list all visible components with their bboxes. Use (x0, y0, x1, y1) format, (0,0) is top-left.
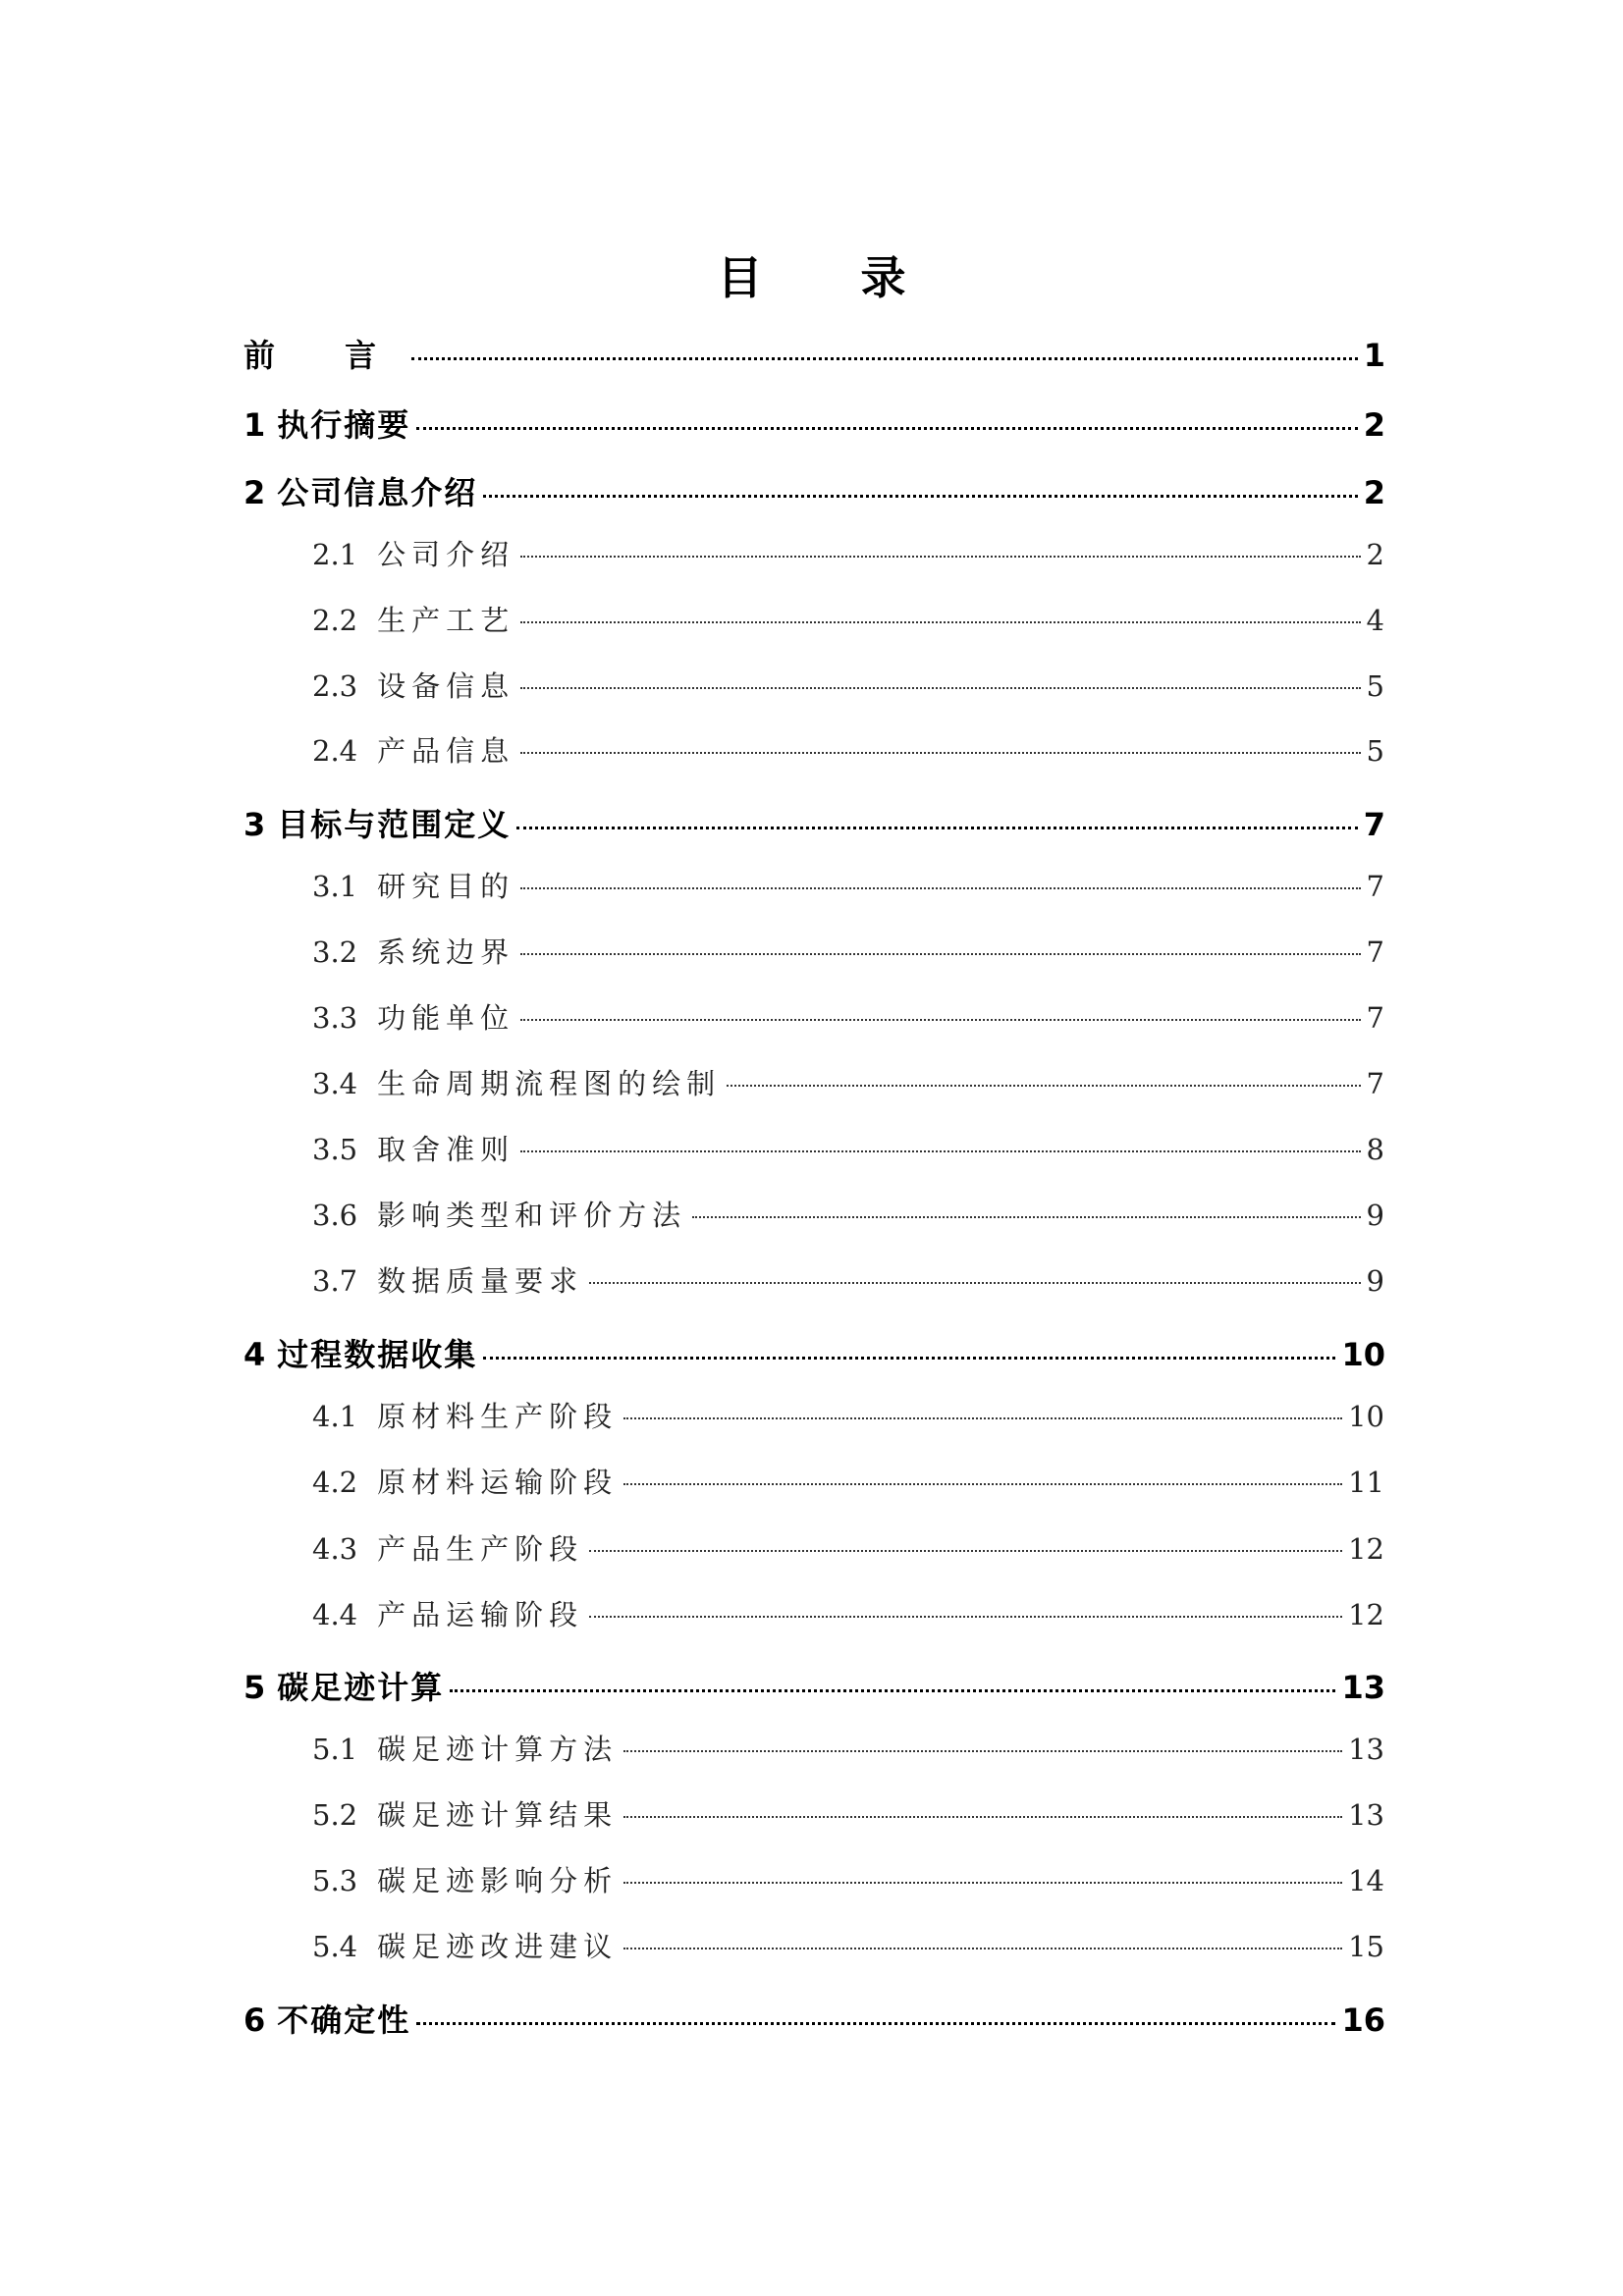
dot-leader (520, 1150, 1360, 1152)
dot-leader (520, 953, 1360, 955)
toc-entry-page: 10 (1348, 1400, 1384, 1433)
toc-entry-label: 执行摘要 (277, 406, 411, 444)
toc-entry-number: 3.1 (312, 870, 358, 903)
dot-leader (623, 1483, 1342, 1485)
dot-leader (623, 1816, 1342, 1818)
toc-entry-page: 2 (1363, 406, 1385, 444)
toc-entry-label: 碳足迹计算结果 (377, 1798, 619, 1832)
toc-entry-6[interactable] (243, 1999, 1385, 2042)
toc-entry-number: 2 (243, 474, 266, 511)
toc-entry-label: 目标与范围定义 (277, 806, 512, 843)
toc-entry-number: 1 (243, 406, 266, 444)
toc-entry-page: 12 (1348, 1532, 1384, 1566)
toc-entry-number: 2.3 (312, 669, 358, 703)
toc-entry-number: 2.2 (312, 604, 358, 637)
toc-entry-page: 7 (1366, 870, 1384, 903)
toc-entry-label: 影响类型和评价方法 (377, 1199, 687, 1232)
toc-entry-page: 1 (1363, 337, 1385, 374)
toc-entry-3-5[interactable] (312, 1128, 1384, 1171)
toc-entry-number: 4 (243, 1336, 266, 1373)
toc-entry-label: 生产工艺 (377, 604, 515, 637)
dot-leader (450, 1689, 1335, 1692)
toc-entry-page: 5 (1366, 734, 1384, 768)
dot-leader (692, 1216, 1360, 1218)
toc-entry-5-2[interactable] (312, 1793, 1384, 1837)
dot-leader (520, 752, 1360, 754)
toc-entry-page: 2 (1366, 538, 1384, 571)
toc-entry-number: 3.4 (312, 1067, 358, 1100)
toc-entry-number: 3.2 (312, 935, 358, 969)
toc-entry-label: 产品运输阶段 (377, 1598, 584, 1631)
dot-leader (483, 495, 1357, 498)
dot-leader (416, 2022, 1335, 2025)
toc-entry-page: 5 (1366, 669, 1384, 703)
dot-leader (483, 1357, 1335, 1360)
toc-entry-label: 数据质量要求 (377, 1264, 584, 1298)
toc-entry-4-4[interactable] (312, 1593, 1384, 1636)
toc-entry-number: 5.3 (312, 1864, 358, 1897)
toc-entry-1[interactable] (243, 403, 1385, 447)
toc-entry-label: 碳足迹影响分析 (377, 1864, 619, 1897)
toc-entry-4-1[interactable] (312, 1395, 1384, 1438)
toc-entry-page: 13 (1348, 1798, 1384, 1832)
toc-entry-2-3[interactable] (312, 665, 1384, 708)
toc-entry-page: 11 (1348, 1466, 1384, 1499)
dot-leader (520, 887, 1360, 889)
dot-leader (589, 1616, 1342, 1618)
toc-entry-label: 功能单位 (377, 1001, 515, 1035)
toc-entry-label: 设备信息 (377, 669, 515, 703)
toc-entry-number: 3 (243, 806, 266, 843)
toc-entry-5-4[interactable] (312, 1925, 1384, 1968)
toc-entry-page: 12 (1348, 1598, 1384, 1631)
toc-entry-label: 碳足迹计算方法 (377, 1733, 619, 1766)
toc-entry-preface[interactable] (243, 334, 1385, 377)
toc-entry-page: 15 (1348, 1930, 1384, 1963)
toc-entry-page: 14 (1348, 1864, 1384, 1897)
toc-entry-number: 4.2 (312, 1466, 358, 1499)
toc-entry-3-7[interactable] (312, 1259, 1384, 1303)
dot-leader (589, 1282, 1360, 1284)
dot-leader (727, 1085, 1360, 1087)
toc-entry-page: 4 (1366, 604, 1384, 637)
toc-entry-number: 2.1 (312, 538, 358, 571)
toc-entry-label: 生命周期流程图的绘制 (377, 1067, 722, 1100)
toc-entry-3-1[interactable] (312, 865, 1384, 908)
toc-entry-5-3[interactable] (312, 1859, 1384, 1902)
toc-entry-number: 3.5 (312, 1133, 358, 1166)
toc-entry-3[interactable] (243, 803, 1385, 846)
page-title: 目 录 (717, 250, 947, 304)
toc-entry-number: 5.4 (312, 1930, 358, 1963)
toc-entry-page: 7 (1366, 935, 1384, 969)
toc-entry-label: 过程数据收集 (277, 1336, 478, 1373)
toc-entry-2[interactable] (243, 471, 1385, 514)
dot-leader (520, 621, 1360, 623)
toc-entry-number: 4.4 (312, 1598, 358, 1631)
toc-entry-page: 13 (1348, 1733, 1384, 1766)
dot-leader (623, 1882, 1342, 1884)
toc-entry-label: 碳足迹计算 (277, 1669, 445, 1706)
toc-entry-number: 3.6 (312, 1199, 358, 1232)
toc-entry-4-2[interactable] (312, 1461, 1384, 1504)
toc-entry-page: 13 (1341, 1669, 1385, 1706)
toc-entry-number: 4.3 (312, 1532, 358, 1566)
toc-entry-3-3[interactable] (312, 996, 1384, 1040)
dot-leader (520, 1019, 1360, 1021)
toc-entry-label: 原材料生产阶段 (377, 1400, 619, 1433)
toc-entry-page: 8 (1366, 1133, 1384, 1166)
toc-entry-page: 9 (1366, 1264, 1384, 1298)
toc-entry-2-2[interactable] (312, 599, 1384, 642)
toc-entry-number: 3.7 (312, 1264, 358, 1298)
toc-entry-label: 取舍准则 (377, 1133, 515, 1166)
toc-entry-page: 9 (1366, 1199, 1384, 1232)
toc-entry-label: 原材料运输阶段 (377, 1466, 619, 1499)
toc-entry-number: 5 (243, 1669, 266, 1706)
toc-entry-label: 前 言 (243, 337, 406, 374)
toc-entry-number: 4.1 (312, 1400, 358, 1433)
dot-leader (589, 1550, 1342, 1552)
toc-entry-page: 10 (1341, 1336, 1385, 1373)
dot-leader (520, 687, 1360, 689)
toc-entry-3-2[interactable] (312, 931, 1384, 974)
toc-entry-number: 5.1 (312, 1733, 358, 1766)
toc-entry-2-1[interactable] (312, 533, 1384, 576)
toc-entry-label: 不确定性 (277, 2002, 411, 2039)
dot-leader (623, 1417, 1342, 1419)
toc-entry-3-6[interactable] (312, 1194, 1384, 1237)
toc-entry-label: 系统边界 (377, 935, 515, 969)
toc-entry-5-1[interactable] (312, 1728, 1384, 1771)
toc-entry-number: 6 (243, 2002, 266, 2039)
toc-entry-label: 碳足迹改进建议 (377, 1930, 619, 1963)
toc-entry-number: 2.4 (312, 734, 358, 768)
toc-entry-3-4[interactable] (312, 1062, 1384, 1105)
toc-entry-number: 3.3 (312, 1001, 358, 1035)
toc-entry-label: 公司信息介绍 (277, 474, 478, 511)
toc-entry-label: 公司介绍 (377, 538, 515, 571)
dot-leader (411, 357, 1358, 360)
dot-leader (416, 427, 1357, 430)
toc-entry-label: 产品信息 (377, 734, 515, 768)
toc-entry-number: 5.2 (312, 1798, 358, 1832)
toc-entry-page: 7 (1363, 806, 1385, 843)
toc-entry-page: 7 (1366, 1001, 1384, 1035)
toc-entry-page: 16 (1341, 2002, 1385, 2039)
dot-leader (623, 1750, 1342, 1752)
toc-entry-label: 研究目的 (377, 870, 515, 903)
dot-leader (520, 556, 1360, 558)
toc-entry-4-3[interactable] (312, 1527, 1384, 1571)
toc-entry-page: 2 (1363, 474, 1385, 511)
toc-entry-label: 产品生产阶段 (377, 1532, 584, 1566)
dot-leader (516, 827, 1357, 829)
dot-leader (623, 1948, 1342, 1949)
toc-entry-4[interactable] (243, 1333, 1385, 1376)
toc-entry-2-4[interactable] (312, 729, 1384, 773)
toc-entry-page: 7 (1366, 1067, 1384, 1100)
toc-entry-5[interactable] (243, 1666, 1385, 1709)
